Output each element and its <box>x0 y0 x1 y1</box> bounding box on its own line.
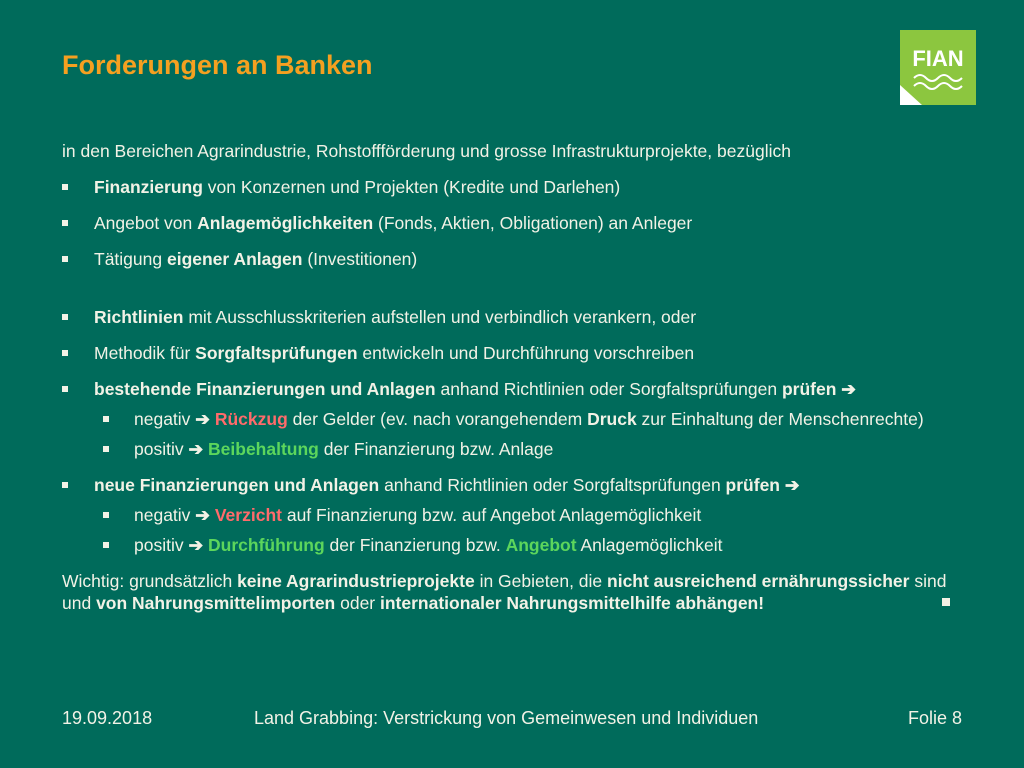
sub-list-item <box>62 438 962 460</box>
item-text: mit Ausschlusskriterien aufstellen und verbindlich verankern, oder <box>183 307 697 327</box>
item-bold: Finanzierung <box>94 177 203 197</box>
logo-text: FIAN <box>912 46 964 71</box>
slide-content <box>62 140 962 614</box>
item-bold: bestehende Finanzierungen und Anlagen <box>94 379 436 399</box>
item-text: (Fonds, Aktien, Obligationen) an Anleger <box>373 213 693 233</box>
arrow-right-icon: ➔ <box>195 409 210 429</box>
list-item <box>62 248 962 270</box>
item-text: von Konzernen und Projekten (Kredite und Darlehen) <box>202 177 621 197</box>
arrow-right-icon: ➔ <box>188 439 204 459</box>
list-item-new <box>62 474 962 496</box>
note-bold: nicht ausreichend ernährungssicher <box>607 571 910 591</box>
end-square-icon <box>942 598 950 606</box>
item-text: positiv <box>134 439 189 459</box>
square-bullet-icon <box>62 184 68 190</box>
square-bullet-icon <box>103 542 109 548</box>
square-bullet-icon <box>103 416 109 422</box>
arrow-right-icon: ➔ <box>784 475 800 495</box>
item-text: anhand Richtlinien oder Sorgfaltsprüfungen <box>435 379 782 399</box>
item-bold: prüfen <box>781 379 837 399</box>
keyword-green: Beibehaltung <box>208 439 319 459</box>
keyword-green: Durchführung <box>208 535 325 555</box>
square-bullet-icon <box>103 512 109 518</box>
item-bold: Anlagemöglichkeiten <box>197 213 374 233</box>
item-text: Methodik für <box>94 343 196 363</box>
arrow-right-icon: ➔ <box>195 505 210 525</box>
item-text: negativ <box>134 505 196 525</box>
item-text: positiv <box>134 535 189 555</box>
arrow-right-icon: ➔ <box>841 379 856 399</box>
intro-text: in den Bereichen Agrarindustrie, Rohstoffförderung und grosse Infrastrukturprojekte, bezüglich <box>62 141 791 161</box>
item-bold: Druck <box>587 409 637 429</box>
square-bullet-icon <box>62 350 68 356</box>
keyword-red: Rückzug <box>214 409 288 429</box>
list-item <box>62 176 962 198</box>
square-bullet-icon <box>62 314 68 320</box>
list-item-existing <box>62 378 962 400</box>
list-item <box>62 306 962 328</box>
sub-list-item <box>62 408 962 430</box>
item-text: Anlagemöglichkeit <box>576 535 723 555</box>
note-text: Wichtig: grundsätzlich <box>62 571 238 591</box>
item-text: entwickeln und Durchführung vorschreiben <box>357 343 695 363</box>
item-bold: neue Finanzierungen und Anlagen <box>94 475 380 495</box>
square-bullet-icon <box>62 220 68 226</box>
note-bold: internationaler Nahrungsmittelhilfe abhängen! <box>380 593 765 613</box>
item-text: negativ <box>134 409 196 429</box>
note-text: oder <box>335 593 380 613</box>
item-text: Tätigung <box>94 249 167 269</box>
item-bold: prüfen <box>725 475 780 495</box>
item-text: der Gelder (ev. nach vorangehendem <box>287 409 588 429</box>
item-bold: eigener Anlagen <box>166 249 303 269</box>
item-bold: Richtlinien <box>94 307 184 327</box>
footer-title: Land Grabbing: Verstrickung von Gemeinwesen und Individuen <box>254 708 759 728</box>
keyword-red: Verzicht <box>214 505 282 525</box>
item-text: der Finanzierung bzw. Anlage <box>318 439 554 459</box>
note-text: in Gebieten, die <box>474 571 608 591</box>
item-text: Angebot von <box>94 213 198 233</box>
note-bold: keine Agrarindustrieprojekte <box>237 571 475 591</box>
note-bold: von Nahrungsmittelimporten <box>96 593 336 613</box>
item-text: der Finanzierung bzw. <box>324 535 506 555</box>
item-text: anhand Richtlinien oder Sorgfaltsprüfungen <box>379 475 726 495</box>
item-bold: Sorgfaltsprüfungen <box>195 343 358 363</box>
keyword-green: Angebot <box>505 535 577 555</box>
footer-page-number: Folie 8 <box>907 708 962 728</box>
square-bullet-icon <box>62 256 68 262</box>
item-text: zur Einhaltung der Menschenrechte) <box>636 409 924 429</box>
item-text: auf Finanzierung bzw. auf Angebot Anlagemöglichkeit <box>281 505 702 525</box>
slide-title: Forderungen an Banken <box>62 50 373 80</box>
square-bullet-icon <box>103 446 109 452</box>
fian-logo <box>900 30 976 105</box>
list-item <box>62 342 962 364</box>
square-bullet-icon <box>62 482 68 488</box>
important-note <box>62 570 962 614</box>
sub-list-item <box>62 534 962 556</box>
note-text: sind und <box>62 571 947 613</box>
list-item <box>62 212 962 234</box>
item-text: (Investitionen) <box>302 249 418 269</box>
footer-date: 19.09.2018 <box>62 708 153 728</box>
square-bullet-icon <box>62 386 68 392</box>
arrow-right-icon: ➔ <box>188 535 204 555</box>
sub-list-item <box>62 504 962 526</box>
